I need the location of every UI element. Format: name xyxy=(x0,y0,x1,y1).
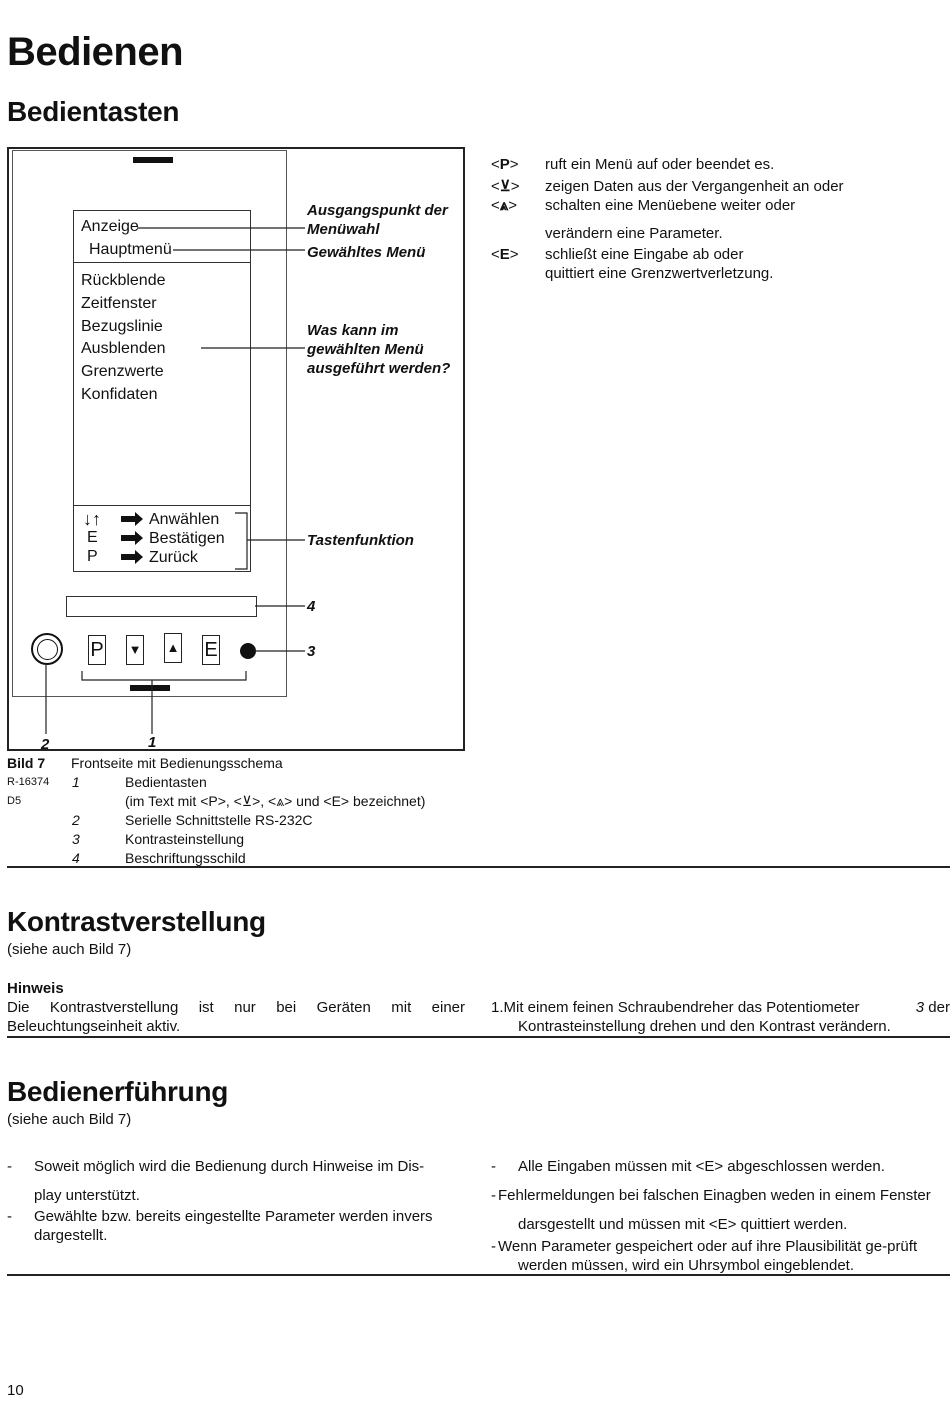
caption-item-num: 3 xyxy=(72,831,80,847)
list-item: Soweit möglich wird die Bedienung durch Hinweise im Dis- xyxy=(34,1158,425,1175)
list-item: play unterstützt. xyxy=(34,1187,140,1204)
caption-ref: D5 xyxy=(7,795,22,807)
list-item: werden müssen, wird ein Uhrsymbol eingeblendet. xyxy=(518,1257,855,1274)
divider xyxy=(7,1036,950,1038)
key-up-button[interactable]: ▲ xyxy=(164,633,182,663)
bullet-dash: - xyxy=(491,1158,496,1175)
caption-item-text: (im Text mit <P>, <⊻>, <⩓> und <E> bezeichnet) xyxy=(125,793,426,809)
caption-label: Bild 7 xyxy=(7,755,46,771)
lcd-key-label: Bestätigen xyxy=(149,530,225,547)
lcd-header-hauptmenue: Hauptmenü xyxy=(89,241,172,258)
bullet-dash: - xyxy=(491,1238,496,1255)
legend-text: verändern eine Parameter. xyxy=(545,225,723,242)
lcd-menu-item: Konfidaten xyxy=(81,386,158,403)
page-title: Bedienen xyxy=(7,30,184,74)
legend-text: schließt eine Eingabe ab oder xyxy=(545,246,744,263)
bullet-dash: - xyxy=(7,1158,12,1175)
key-p-button[interactable]: P xyxy=(88,635,106,665)
lcd-menu-item: Grenzwerte xyxy=(81,363,164,380)
list-item: Wenn Parameter gespeichert oder auf ihre Plausibilität ge-prüft xyxy=(498,1238,918,1255)
list-item: Alle Eingaben müssen mit <E> abgeschlossen werden. xyxy=(518,1158,885,1175)
caption-item-num: 1 xyxy=(72,774,80,790)
hint-label: Hinweis xyxy=(7,980,64,997)
list-item: Fehlermeldungen bei falschen Einagben weden in einem Fenster xyxy=(498,1187,931,1204)
caption-title: Frontseite mit Bedienungsschema xyxy=(71,755,283,771)
section-title-kontrast: Kontrastverstellung xyxy=(7,906,266,937)
legend-row-e: <E> xyxy=(491,246,519,263)
section-subtitle: (siehe auch Bild 7) xyxy=(7,941,132,958)
legend-text: schalten eine Menüebene weiter oder xyxy=(545,197,796,214)
divider xyxy=(7,866,950,868)
key-down-button[interactable]: ▼ xyxy=(126,635,144,665)
callout-what: Was kann im gewählten Menü ausgeführt werden? xyxy=(307,322,451,377)
step-1: 1.Mit einem feinen Schraubendreher das Potentiometer 3 der Kontrasteinstellung drehen und den Kontrast verändern. xyxy=(491,999,950,1035)
caption-item-num: 2 xyxy=(72,812,80,828)
callout-selected: Gewähltes Menü xyxy=(307,244,426,261)
list-item: dargestellt. xyxy=(34,1227,108,1244)
caption-item-text: Bedientasten xyxy=(125,774,207,790)
leader-lines xyxy=(9,149,467,753)
figure-frame xyxy=(7,147,465,751)
legend-text: zeigen Daten aus der Vergangenheit an oder xyxy=(545,178,844,195)
bullet-dash: - xyxy=(7,1208,12,1225)
key-e-button[interactable]: E xyxy=(202,635,220,665)
section-title-fuehrung: Bedienerführung xyxy=(7,1076,229,1107)
legend-row-p: <P> xyxy=(491,156,519,173)
lcd-menu-item: Bezugslinie xyxy=(81,318,163,335)
section-title-bedientasten: Bedientasten xyxy=(7,96,180,127)
list-item: Gewählte bzw. bereits eingestellte Parameter werden invers xyxy=(34,1208,433,1225)
callout-origin: Ausgangspunkt der Menüwahl xyxy=(307,202,448,238)
legend-row-down: <⊻> xyxy=(491,178,520,195)
lcd-key-e: E xyxy=(87,529,98,546)
callout-keyfunc: Tastenfunktion xyxy=(307,532,414,549)
callout-num-1: 1 xyxy=(148,734,157,751)
legend-text: quittiert eine Grenzwertverletzung. xyxy=(545,265,774,282)
updown-arrows-icon: ↓↑ xyxy=(83,509,101,529)
lcd-menu-item: Zeitfenster xyxy=(81,295,157,312)
callout-num-4: 4 xyxy=(307,598,316,615)
lcd-key-label: Zurück xyxy=(149,549,198,566)
lcd-key-p: P xyxy=(87,548,98,565)
caption-item-text: Beschriftungsschild xyxy=(125,850,246,866)
legend-text: ruft ein Menü auf oder beendet es. xyxy=(545,156,775,173)
divider xyxy=(7,1274,950,1276)
caption-item-num: 4 xyxy=(72,850,80,866)
section-subtitle: (siehe auch Bild 7) xyxy=(7,1111,132,1128)
bullet-dash: - xyxy=(491,1187,496,1204)
callout-num-2: 2 xyxy=(41,736,50,753)
list-item: darsgestellt und müssen mit <E> quittiert werden. xyxy=(518,1216,848,1233)
callout-num-3: 3 xyxy=(307,643,316,660)
lcd-menu-item: Ausblenden xyxy=(81,340,166,357)
caption-item-text: Serielle Schnittstelle RS-232C xyxy=(125,812,313,828)
lcd-key-label: Anwählen xyxy=(149,511,220,528)
page-number: 10 xyxy=(7,1382,24,1399)
lcd-menu-item: Rückblende xyxy=(81,272,166,289)
caption-ref: R-16374 xyxy=(7,776,50,788)
lcd-header-anzeige: Anzeige xyxy=(81,218,139,235)
hint-text: Die Kontrastverstellung ist nur bei Geräten mit einer Beleuchtungseinheit aktiv. xyxy=(7,999,465,1035)
caption-item-text: Kontrasteinstellung xyxy=(125,831,245,847)
legend-row-up: <⩓> xyxy=(491,197,517,214)
